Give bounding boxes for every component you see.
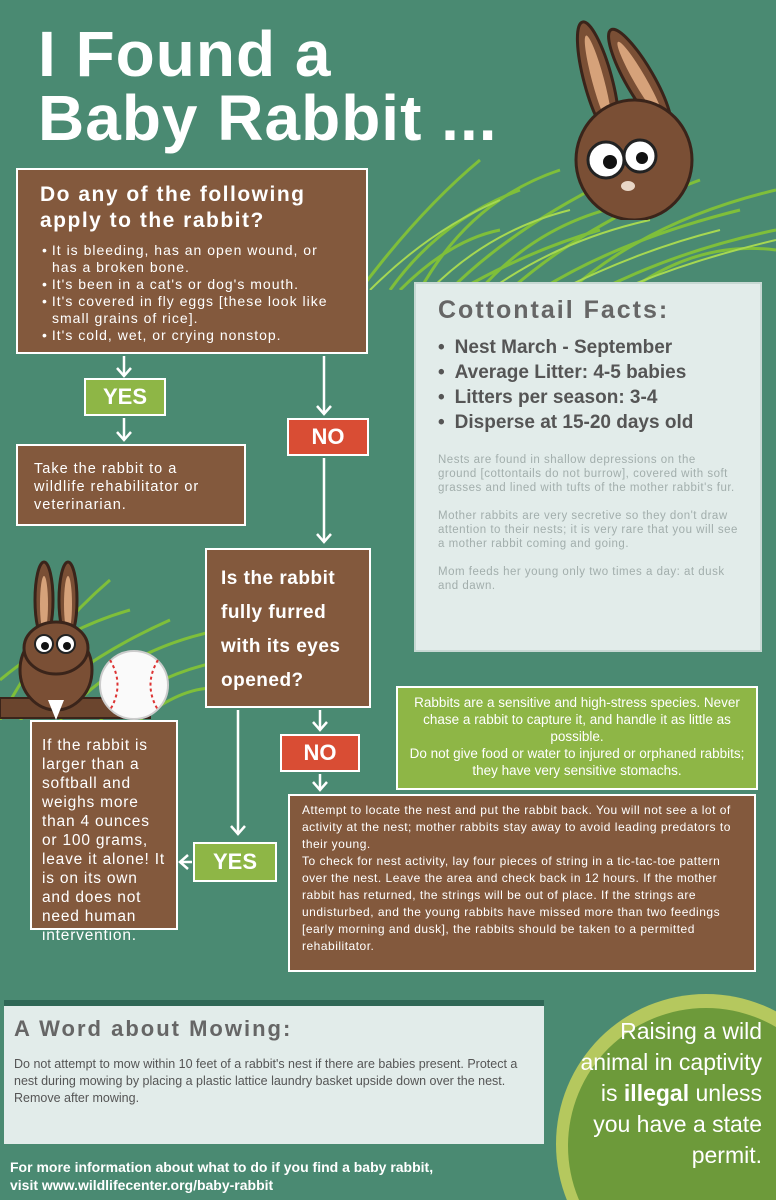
list-item: • It's been in a cat's or dog's mouth. (40, 276, 344, 293)
title-line-1: I Found a (38, 18, 332, 90)
illegal-notice-pre: Raising a wild animal in captivity is (580, 1018, 762, 1106)
title-line-2: Baby Rabbit ... (38, 82, 498, 154)
list-item: • It's covered in fly eggs [these look like small grains of rice]. (40, 293, 344, 327)
no-tag-1: NO (287, 418, 369, 456)
illegal-notice-bold: illegal (623, 1080, 690, 1106)
locate-nest-paragraph-1: Attempt to locate the nest and put the rabbit back. You will not see a lot of activity at the nest; mother rabbits stay away to avoid leading predators to their young. (302, 803, 731, 851)
list-item: • Disperse at 15-20 days old (438, 410, 738, 435)
locate-nest-box (288, 794, 756, 972)
list-item: • It's cold, wet, or crying nonstop. (40, 327, 344, 344)
list-item: • Litters per season: 3-4 (438, 385, 738, 410)
take-to-rehabilitator-box: Take the rabbit to a wildlife rehabilitator or veterinarian. (16, 444, 246, 526)
facts-list (438, 335, 738, 435)
yes-tag-1: YES (84, 378, 166, 416)
mowing-heading: A Word about Mowing: (14, 1016, 293, 1041)
no-tag-2: NO (280, 734, 360, 772)
mowing-text: Do not attempt to mow within 10 feet of a rabbit's nest if there are babies present. Protect a nest during mowing by placing a plastic lattice laundry basket upside down over the nest. Remove after mowing. (14, 1057, 518, 1105)
question-2-box: Is the rabbit fully furred with its eyes opened? (205, 548, 371, 708)
list-item: • It is bleeding, has an open wound, or has a broken bone. (40, 242, 344, 276)
rabbit-with-softball-illustration (0, 560, 200, 730)
sensitive-note-paragraph-1: Rabbits are a sensitive and high-stress species. Never chase a rabbit to capture it, and handle it as little as possible. (414, 695, 740, 744)
more-info-footer (10, 1158, 530, 1194)
facts-paragraph: Mom feeds her young only two times a day: at dusk and dawn. (438, 566, 725, 592)
facts-paragraph: Nests are found in shallow depressions on the ground [cottontails do not burrow], covered with soft grasses and lined with tufts of the mother rabbit's fur. (438, 454, 735, 494)
more-info-line: For more information about what to do if you find a baby rabbit, (10, 1159, 434, 1175)
more-info-url[interactable]: visit www.wildlifecenter.org/baby-rabbit (10, 1177, 274, 1193)
list-item: • Nest March - September (438, 335, 738, 360)
list-item: • Average Litter: 4-5 babies (438, 360, 738, 385)
leave-it-alone-box: If the rabbit is larger than a softball and weighs more than 4 ounces or 100 grams, leave it alone! It is on its own and does not need human intervention. (30, 720, 178, 930)
sensitive-species-note (396, 686, 758, 790)
illegal-notice-post: unless you have a state permit. (593, 1080, 762, 1168)
illegal-notice (576, 1016, 762, 1171)
facts-paragraph: Mother rabbits are very secretive so they don't draw attention to their nests; it is very rare that you will see a mother rabbit coming and going. (438, 510, 738, 550)
cottontail-facts-panel (414, 282, 762, 652)
locate-nest-paragraph-2: To check for nest activity, lay four pieces of string in a tic-tac-toe pattern over the nest. Leave the area and check back in 12 hours. If the mother rabbit has returned, the strings will be out of place. If the strings are undisturbed, and the young rabbits have missed more than two feedings [early morning and dusk], the rabbits should be taken to a permitted rehabilitator. (302, 854, 721, 953)
sensitive-note-paragraph-2: Do not give food or water to injured or orphaned rabbits; they have very sensitive stomachs. (409, 746, 745, 778)
mowing-panel (4, 1000, 544, 1144)
question-1-heading: Do any of the following apply to the rabbit? (40, 183, 306, 232)
facts-heading: Cottontail Facts: (438, 296, 670, 324)
yes-tag-2: YES (193, 842, 277, 882)
